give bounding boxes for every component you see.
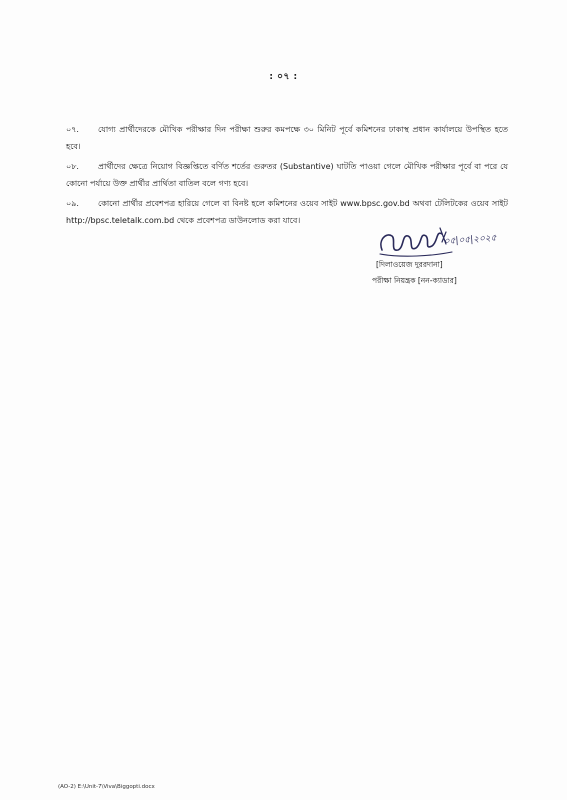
signature-date: ০৫|০৫|২০২৫ [443, 233, 497, 247]
signer-title: পরীক্ষা নিয়ন্ত্রক [নন-ক্যাডার] [372, 276, 457, 285]
clause-number: ০৭. [66, 125, 79, 134]
clause-text: যোগ্য প্রার্থীদেরকে মৌখিক পরীক্ষার দিন পরীক্ষা শুরুর কমপক্ষে ৩০ মিনিট পূর্বে কমিশনের ঢাকাস্থ প্রধান কার্যালয়ে উপস্থিত হতে হবে। [66, 125, 508, 151]
clause-text: কোনো প্রার্থীর প্রবেশপত্র হারিয়ে গেলে বা বিনষ্ট হলে কমিশনের ওয়েব সাইট www.bpsc.gov.bd অথবা টেলিটকের ওয়েব সাইট http://bpsc.teletalk.com.bd থেকে প্রবেশপত্র ডাউনলোড করা যাবে। [66, 199, 508, 225]
clause-number: ০৮. [66, 162, 79, 171]
clause-item [66, 159, 508, 192]
footer-file-path: (AO-2) E:\Unit-7\Viva\Biggopti.docx [58, 784, 155, 790]
clause-list [66, 122, 508, 233]
handwritten-signature [372, 222, 502, 262]
clause-item [66, 122, 508, 155]
page-number: : ০৭ : [269, 72, 298, 82]
clause-text: প্রার্থীদের ক্ষেত্রে নিয়োগ বিজ্ঞপ্তিতে বর্ণিত শর্তের গুরুতর (Substantive) ঘাটতি পাওয়া গেলে মৌখিক পরীক্ষার পূর্বে বা পরে যে কোনো পর্যায়ে উক্ত প্রার্থীর প্রার্থিতা বাতিল বলে গণ্য হবে। [66, 162, 508, 188]
clause-number: ০৯. [66, 199, 79, 208]
signature-block [372, 222, 512, 288]
signer-name: [দিলাওয়েজ দুররদানা] [376, 260, 443, 269]
